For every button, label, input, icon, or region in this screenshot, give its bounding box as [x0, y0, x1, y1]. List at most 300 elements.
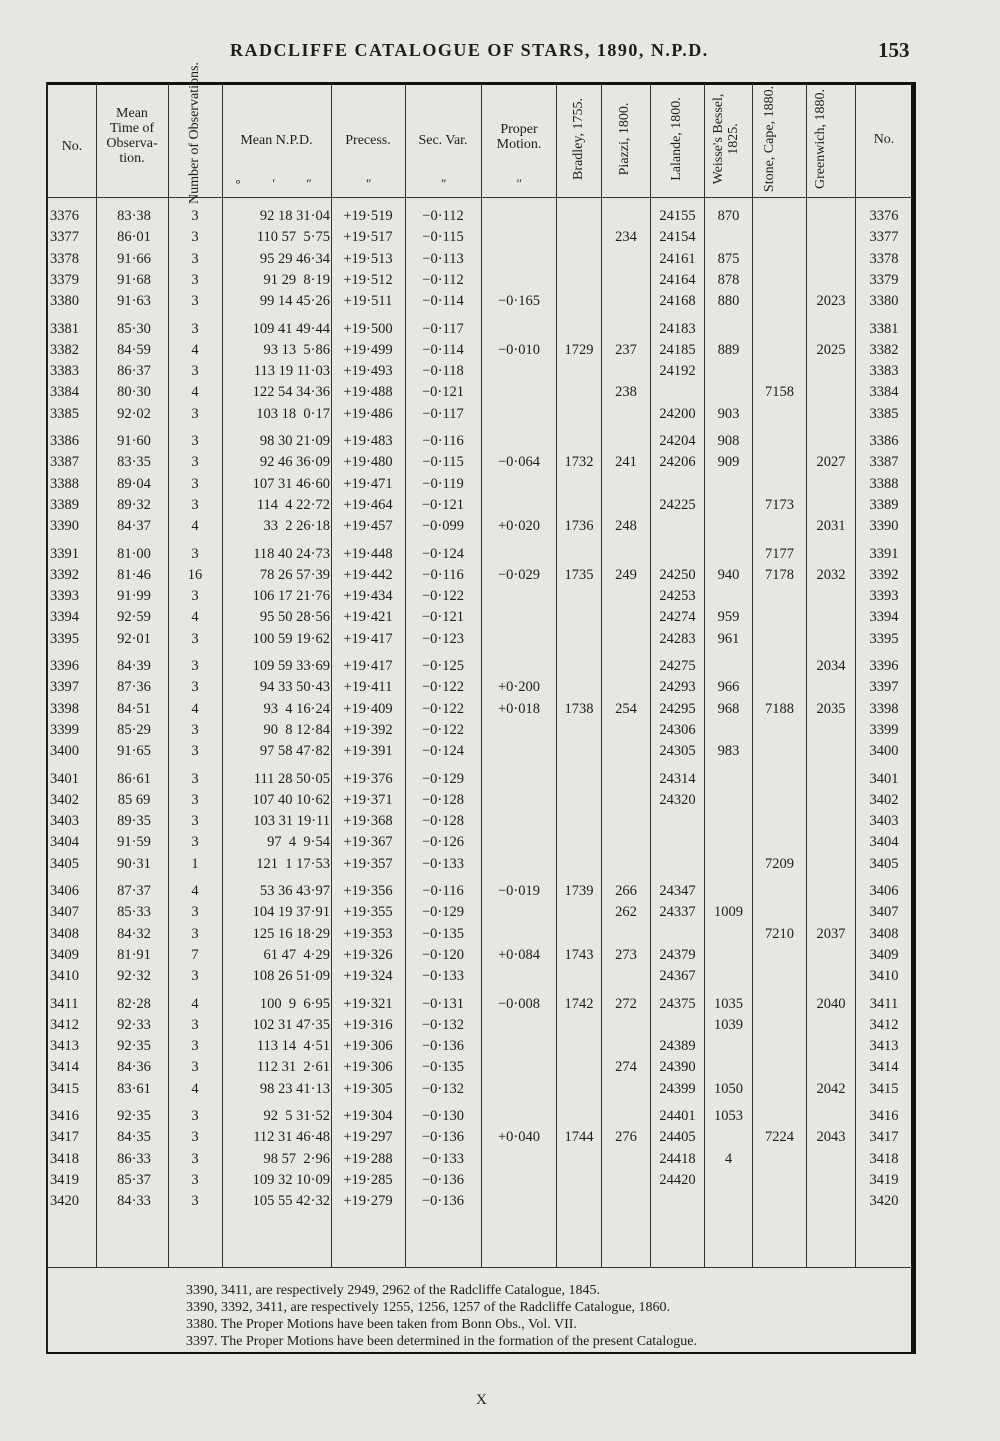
- cell-precession: +19·368: [343, 813, 393, 830]
- cell-observations: 3: [191, 250, 199, 267]
- cell-no-right: 3419: [869, 1171, 899, 1188]
- header-precess: Precess.: [345, 133, 391, 148]
- cell-no-right: 3393: [869, 588, 899, 605]
- cell-npd: 111 28 50·05: [253, 770, 330, 787]
- cell-no: 3403: [50, 813, 79, 830]
- cell-proper-motion: −0·010: [497, 341, 540, 358]
- cell-secular-variation: −0·118: [422, 363, 464, 380]
- cell-npd: 61 47 4·29: [263, 946, 330, 963]
- cell-no-right: 3376: [869, 208, 899, 224]
- header-piazzi: Piazzi, 1800.: [617, 102, 632, 176]
- cell-mean-time: 83·38: [117, 208, 151, 224]
- cell-observations: 4: [191, 700, 199, 717]
- cell-bradley: 1742: [564, 995, 594, 1012]
- cell-no-right: 3397: [869, 679, 899, 696]
- cell-no: 3381: [50, 320, 79, 337]
- cell-stone: 7178: [765, 566, 794, 583]
- cell-precession: +19·357: [343, 855, 393, 872]
- cell-npd: 113 19 11·03: [253, 363, 330, 380]
- cell-precession: +19·488: [343, 384, 393, 401]
- cell-mean-time: 86·37: [117, 363, 151, 380]
- cell-npd: 100 59 19·62: [252, 630, 330, 647]
- cell-observations: 3: [191, 433, 199, 449]
- cell-npd: 93 4 16·24: [263, 700, 330, 717]
- cell-mean-time: 81·46: [117, 566, 151, 583]
- cell-no: 3420: [50, 1193, 79, 1210]
- cell-weisse: 983: [717, 743, 740, 760]
- cell-no: 3383: [50, 363, 79, 380]
- cell-no: 3418: [50, 1150, 79, 1167]
- cell-observations: 4: [191, 384, 199, 401]
- cell-secular-variation: −0·117: [422, 405, 464, 422]
- cell-npd: 107 40 10·62: [252, 791, 330, 808]
- cell-bradley: 1729: [564, 341, 594, 358]
- cell-greenwich: 2023: [816, 293, 846, 310]
- cell-no-right: 3383: [869, 363, 899, 380]
- cell-secular-variation: −0·125: [421, 658, 464, 674]
- cell-npd: 97 58 47·82: [259, 743, 330, 760]
- cell-greenwich: 2040: [816, 995, 846, 1012]
- cell-piazzi: 238: [615, 384, 637, 401]
- cell-precession: +19·371: [343, 791, 393, 808]
- cell-no: 3402: [50, 791, 79, 808]
- footnote-rule: [48, 1267, 911, 1268]
- cell-secular-variation: −0·122: [421, 700, 464, 717]
- cell-precession: +19·500: [343, 320, 393, 337]
- cell-precession: +19·306: [343, 1059, 393, 1076]
- page-header: [0, 0, 1000, 80]
- cell-proper-motion: −0·029: [497, 566, 540, 583]
- cell-npd: 110 57 5·75: [256, 229, 330, 246]
- cell-mean-time: 92·35: [117, 1038, 151, 1055]
- header-precess-units: ″: [365, 176, 371, 191]
- cell-mean-time: 91·65: [117, 743, 151, 760]
- column-divider: [556, 84, 557, 1267]
- cell-secular-variation: −0·124: [421, 545, 464, 562]
- cell-mean-time: 84·37: [117, 518, 151, 535]
- cell-secular-variation: −0·135: [421, 925, 464, 942]
- cell-greenwich: 2025: [816, 341, 846, 358]
- cell-observations: 3: [191, 293, 199, 310]
- cell-bradley: 1735: [564, 566, 594, 583]
- cell-precession: +19·279: [343, 1193, 393, 1210]
- cell-mean-time: 87·36: [117, 679, 151, 696]
- cell-precession: +19·512: [343, 271, 393, 288]
- cell-secular-variation: −0·116: [422, 883, 464, 899]
- cell-lalande: 24204: [659, 433, 696, 449]
- cell-no-right: 3409: [869, 946, 899, 963]
- cell-npd: 106 17 21·76: [252, 588, 330, 605]
- cell-no-right: 3395: [869, 630, 899, 647]
- cell-stone: 7224: [765, 1129, 794, 1146]
- cell-mean-time: 90·31: [117, 855, 151, 872]
- cell-observations: 3: [191, 743, 199, 760]
- cell-no: 3413: [50, 1038, 79, 1055]
- cell-precession: +19·304: [343, 1108, 393, 1124]
- cell-secular-variation: −0·124: [421, 743, 464, 760]
- cell-npd: 109 32 10·09: [252, 1171, 330, 1188]
- cell-lalande: 24389: [659, 1038, 696, 1055]
- footnote: 3380. The Proper Motions have been taken from Bonn Obs., Vol. VII.: [186, 1317, 577, 1332]
- cell-precession: +19·517: [343, 229, 393, 246]
- cell-observations: 3: [191, 630, 199, 647]
- cell-weisse: 909: [717, 454, 740, 471]
- cell-npd: 95 29 46·34: [259, 250, 330, 267]
- cell-secular-variation: −0·135: [421, 1059, 464, 1076]
- cell-no-right: 3388: [869, 475, 899, 492]
- cell-no: 3396: [50, 658, 79, 674]
- cell-observations: 3: [191, 1171, 199, 1188]
- cell-npd: 99 14 45·26: [259, 293, 330, 310]
- cell-mean-time: 85·30: [117, 320, 151, 337]
- cell-precession: +19·442: [343, 566, 393, 583]
- cell-lalande: 24293: [659, 679, 696, 696]
- cell-no: 3386: [50, 433, 79, 449]
- cell-lalande: 24379: [659, 946, 696, 963]
- column-divider: [222, 84, 223, 1267]
- header-number-of-observations: Number of Observations.: [187, 62, 202, 204]
- cell-precession: +19·457: [343, 518, 393, 535]
- page-number: 153: [878, 38, 910, 62]
- cell-no-right: 3379: [869, 271, 899, 288]
- cell-lalande: 24154: [659, 229, 696, 246]
- cell-weisse: 908: [717, 433, 740, 449]
- cell-no-right: 3408: [869, 925, 899, 942]
- cell-lalande: 24295: [659, 700, 696, 717]
- cell-lalande: 24183: [659, 320, 696, 337]
- header-proper-motion-units: ″: [515, 176, 522, 191]
- cell-precession: +19·480: [343, 454, 393, 471]
- cell-precession: +19·513: [343, 250, 393, 267]
- cell-npd: 105 55 42·32: [252, 1193, 330, 1210]
- cell-no: 3387: [50, 454, 79, 471]
- cell-precession: +19·355: [343, 904, 393, 921]
- cell-no-right: 3385: [869, 405, 899, 422]
- cell-npd: 90 8 12·84: [263, 721, 330, 738]
- cell-npd: 102 31 47·35: [252, 1016, 330, 1033]
- cell-no-right: 3406: [869, 883, 899, 899]
- cell-secular-variation: −0·129: [421, 904, 464, 921]
- cell-no-right: 3416: [869, 1108, 899, 1124]
- cell-observations: 3: [191, 208, 199, 224]
- cell-secular-variation: −0·112: [422, 208, 464, 224]
- column-divider: [405, 84, 406, 1267]
- cell-mean-time: 81·00: [117, 545, 151, 562]
- cell-npd: 114 4 22·72: [256, 496, 330, 513]
- cell-piazzi: 241: [615, 454, 637, 471]
- cell-secular-variation: −0·123: [421, 630, 464, 647]
- cell-weisse: 940: [717, 566, 740, 583]
- cell-no: 3392: [50, 566, 79, 583]
- cell-mean-time: 84·36: [117, 1059, 151, 1076]
- cell-secular-variation: −0·121: [421, 609, 464, 626]
- cell-lalande: 24192: [659, 363, 696, 380]
- cell-no: 3412: [50, 1016, 79, 1033]
- cell-npd: 109 59 33·69: [252, 658, 330, 674]
- cell-secular-variation: −0·122: [421, 588, 464, 605]
- cell-npd: 112 31 2·61: [256, 1059, 330, 1076]
- cell-no-right: 3417: [869, 1129, 899, 1146]
- cell-mean-time: 82·28: [117, 995, 151, 1012]
- cell-secular-variation: −0·117: [422, 320, 464, 337]
- cell-no: 3399: [50, 721, 79, 738]
- cell-npd: 100 9 6·95: [259, 995, 330, 1012]
- cell-mean-time: 91·66: [117, 250, 151, 267]
- cell-observations: 4: [191, 1080, 199, 1097]
- cell-no: 3416: [50, 1108, 79, 1124]
- cell-no-right: 3405: [869, 855, 899, 872]
- cell-mean-time: 84·33: [117, 1193, 151, 1210]
- cell-npd: 92 18 31·04: [259, 208, 330, 224]
- cell-mean-time: 92·59: [117, 609, 151, 626]
- cell-observations: 3: [191, 968, 199, 985]
- cell-bradley: 1736: [564, 518, 594, 535]
- cell-lalande: 24275: [659, 658, 696, 674]
- cell-secular-variation: −0·133: [421, 968, 464, 985]
- cell-precession: +19·285: [343, 1171, 393, 1188]
- cell-precession: +19·483: [343, 433, 393, 449]
- cell-observations: 3: [191, 658, 199, 674]
- cell-weisse: 4: [724, 1150, 733, 1167]
- cell-weisse: 959: [717, 609, 740, 626]
- cell-mean-time: 84·39: [117, 658, 151, 674]
- cell-npd: 103 31 19·11: [253, 813, 330, 830]
- cell-no-right: 3401: [869, 770, 899, 787]
- cell-no-right: 3380: [869, 293, 899, 310]
- cell-secular-variation: −0·136: [421, 1038, 464, 1055]
- cell-proper-motion: +0·018: [497, 700, 540, 717]
- cell-no: 3384: [50, 384, 79, 401]
- cell-precession: +19·297: [343, 1129, 393, 1146]
- cell-precession: +19·321: [343, 995, 393, 1012]
- cell-lalande: 24283: [659, 630, 696, 647]
- cell-lalande: 24405: [659, 1129, 696, 1146]
- cell-no-right: 3381: [869, 320, 899, 337]
- cell-no-right: 3404: [869, 834, 899, 851]
- cell-precession: +19·391: [343, 743, 393, 760]
- cell-lalande: 24206: [659, 454, 696, 471]
- cell-lalande: 24375: [659, 995, 696, 1012]
- cell-no-right: 3387: [869, 454, 899, 471]
- column-divider: [96, 84, 97, 1267]
- cell-stone: 7188: [765, 700, 794, 717]
- cell-secular-variation: −0·122: [421, 679, 464, 696]
- cell-observations: 3: [191, 405, 199, 422]
- cell-lalande: 24314: [659, 770, 696, 787]
- cell-npd: 97 4 9·54: [267, 834, 330, 851]
- signature-mark: X: [476, 1392, 487, 1408]
- cell-lalande: 24168: [659, 293, 696, 310]
- cell-mean-time: 91·59: [117, 834, 151, 851]
- cell-npd: 98 57 2·96: [263, 1150, 330, 1167]
- cell-no-right: 3414: [869, 1059, 899, 1076]
- cell-observations: 3: [191, 679, 199, 696]
- cell-lalande: 24225: [659, 496, 696, 513]
- cell-observations: 4: [191, 995, 199, 1012]
- cell-no: 3404: [50, 834, 79, 851]
- cell-bradley: 1739: [564, 883, 594, 899]
- cell-lalande: 24399: [659, 1080, 696, 1097]
- cell-precession: +19·417: [343, 630, 393, 647]
- cell-no-right: 3415: [869, 1080, 899, 1097]
- cell-precession: +19·434: [343, 588, 393, 605]
- cell-npd: 121 1 17·53: [256, 855, 330, 872]
- cell-no: 3397: [50, 679, 79, 696]
- cell-no: 3405: [50, 855, 79, 872]
- cell-observations: 3: [191, 834, 199, 851]
- cell-secular-variation: −0·116: [422, 566, 464, 583]
- cell-secular-variation: −0·112: [422, 271, 464, 288]
- cell-lalande: 24161: [659, 250, 696, 267]
- cell-precession: +19·499: [343, 341, 393, 358]
- cell-precession: +19·448: [343, 545, 393, 562]
- cell-mean-time: 87·37: [117, 883, 151, 899]
- cell-no: 3389: [50, 496, 79, 513]
- cell-secular-variation: −0·121: [421, 496, 464, 513]
- cell-lalande: 24320: [659, 791, 696, 808]
- cell-secular-variation: −0·121: [421, 384, 464, 401]
- cell-no: 3388: [50, 475, 79, 492]
- cell-precession: +19·326: [343, 946, 393, 963]
- header-npd-units: ° ′ ″: [235, 176, 325, 191]
- cell-proper-motion: +0·040: [497, 1129, 540, 1146]
- cell-piazzi: 254: [615, 700, 637, 717]
- cell-greenwich: 2035: [816, 700, 846, 717]
- cell-stone: 7209: [765, 855, 794, 872]
- cell-npd: 122 54 34·36: [252, 384, 330, 401]
- cell-piazzi: 272: [615, 995, 637, 1012]
- header-mean-time: Mean Time of Observa- tion.: [106, 106, 158, 166]
- cell-npd: 108 26 51·09: [252, 968, 330, 985]
- cell-no-right: 3411: [869, 995, 899, 1012]
- cell-weisse: 968: [717, 700, 740, 717]
- cell-no: 3379: [50, 271, 79, 288]
- cell-stone: 7210: [765, 925, 794, 942]
- cell-secular-variation: −0·115: [422, 229, 464, 246]
- cell-observations: 3: [191, 588, 199, 605]
- cell-no: 3411: [50, 995, 79, 1012]
- column-divider: [752, 84, 753, 1267]
- column-divider: [481, 84, 482, 1267]
- cell-proper-motion: +0·020: [497, 518, 540, 535]
- cell-no: 3398: [50, 700, 79, 717]
- cell-no: 3380: [50, 293, 79, 310]
- cell-mean-time: 84·32: [117, 925, 151, 942]
- cell-observations: 3: [191, 721, 199, 738]
- header-sec-var-units: ″: [440, 176, 446, 191]
- cell-no-right: 3384: [869, 384, 899, 401]
- cell-precession: +19·288: [343, 1150, 393, 1167]
- cell-secular-variation: −0·126: [421, 834, 464, 851]
- cell-precession: +19·519: [343, 208, 393, 224]
- cell-npd: 53 36 43·97: [259, 883, 330, 899]
- cell-weisse: 903: [717, 405, 740, 422]
- cell-precession: +19·316: [343, 1016, 393, 1033]
- cell-secular-variation: −0·132: [421, 1016, 464, 1033]
- cell-observations: 4: [191, 518, 199, 535]
- cell-precession: +19·367: [343, 834, 393, 851]
- cell-lalande: 24390: [659, 1059, 696, 1076]
- cell-observations: 3: [191, 454, 199, 471]
- cell-lalande: 24401: [659, 1108, 696, 1124]
- cell-weisse: 1050: [714, 1080, 743, 1097]
- cell-npd: 118 40 24·73: [253, 545, 330, 562]
- header-greenwich: Greenwich, 1880.: [813, 89, 828, 189]
- cell-no-right: 3410: [869, 968, 899, 985]
- cell-mean-time: 80·30: [117, 384, 151, 401]
- cell-no: 3378: [50, 250, 79, 267]
- cell-precession: +19·306: [343, 1038, 393, 1055]
- cell-lalande: 24164: [659, 271, 696, 288]
- cell-secular-variation: −0·115: [422, 454, 464, 471]
- cell-greenwich: 2042: [816, 1080, 846, 1097]
- cell-mean-time: 84·51: [117, 700, 151, 717]
- cell-lalande: 24420: [659, 1171, 696, 1188]
- cell-mean-time: 85·33: [117, 904, 151, 921]
- cell-observations: 16: [187, 566, 203, 583]
- cell-lalande: 24367: [659, 968, 696, 985]
- cell-observations: 3: [191, 363, 199, 380]
- cell-bradley: 1738: [564, 700, 594, 717]
- cell-observations: 3: [191, 925, 199, 942]
- cell-no: 3385: [50, 405, 79, 422]
- cell-lalande: 24418: [659, 1150, 696, 1167]
- cell-npd: 93 13 5·86: [263, 341, 330, 358]
- header-proper-motion: Proper Motion.: [496, 122, 542, 152]
- column-divider: [331, 84, 332, 1267]
- cell-proper-motion: +0·200: [497, 679, 540, 696]
- cell-mean-time: 91·99: [117, 588, 151, 605]
- footnotes: [186, 1282, 697, 1350]
- cell-secular-variation: −0·116: [422, 433, 464, 449]
- cell-greenwich: 2034: [816, 658, 846, 674]
- cell-lalande: 24155: [659, 208, 696, 224]
- cell-greenwich: 2031: [816, 518, 846, 535]
- cell-secular-variation: −0·120: [421, 946, 464, 963]
- cell-observations: 3: [191, 1193, 199, 1210]
- cell-npd: 113 14 4·51: [256, 1038, 330, 1055]
- cell-lalande: 24253: [659, 588, 696, 605]
- cell-npd: 33 2 26·18: [263, 518, 330, 535]
- cell-npd: 125 16 18·29: [252, 925, 330, 942]
- cell-piazzi: 274: [615, 1059, 637, 1076]
- footnote: 3390, 3392, 3411, are respectively 1255, 1256, 1257 of the Radcliffe Catalogue, 1860.: [186, 1300, 671, 1315]
- cell-no-right: 3402: [869, 791, 899, 808]
- cell-no: 3382: [50, 341, 79, 358]
- cell-piazzi: 248: [615, 518, 637, 535]
- cell-observations: 1: [191, 855, 199, 872]
- cell-mean-time: 92·35: [117, 1108, 151, 1124]
- cell-no-right: 3392: [869, 566, 899, 583]
- cell-no: 3401: [50, 770, 79, 787]
- cell-mean-time: 86·01: [117, 229, 151, 246]
- cell-stone: 7177: [765, 545, 794, 562]
- cell-observations: 3: [191, 475, 199, 492]
- cell-mean-time: 92·01: [117, 630, 151, 647]
- cell-greenwich: 2037: [816, 925, 846, 942]
- cell-secular-variation: −0·129: [421, 770, 464, 787]
- cell-precession: +19·411: [343, 679, 393, 696]
- cell-secular-variation: −0·131: [421, 995, 464, 1012]
- cell-mean-time: 89·32: [117, 496, 151, 513]
- header-mean-npd: Mean N.P.D.: [240, 133, 313, 148]
- cell-lalande: 24305: [659, 743, 696, 760]
- cell-no-right: 3386: [869, 433, 899, 449]
- cell-no-right: 3418: [869, 1150, 899, 1167]
- cell-lalande: 24200: [659, 405, 696, 422]
- cell-mean-time: 91·68: [117, 271, 151, 288]
- cell-no-right: 3400: [869, 743, 899, 760]
